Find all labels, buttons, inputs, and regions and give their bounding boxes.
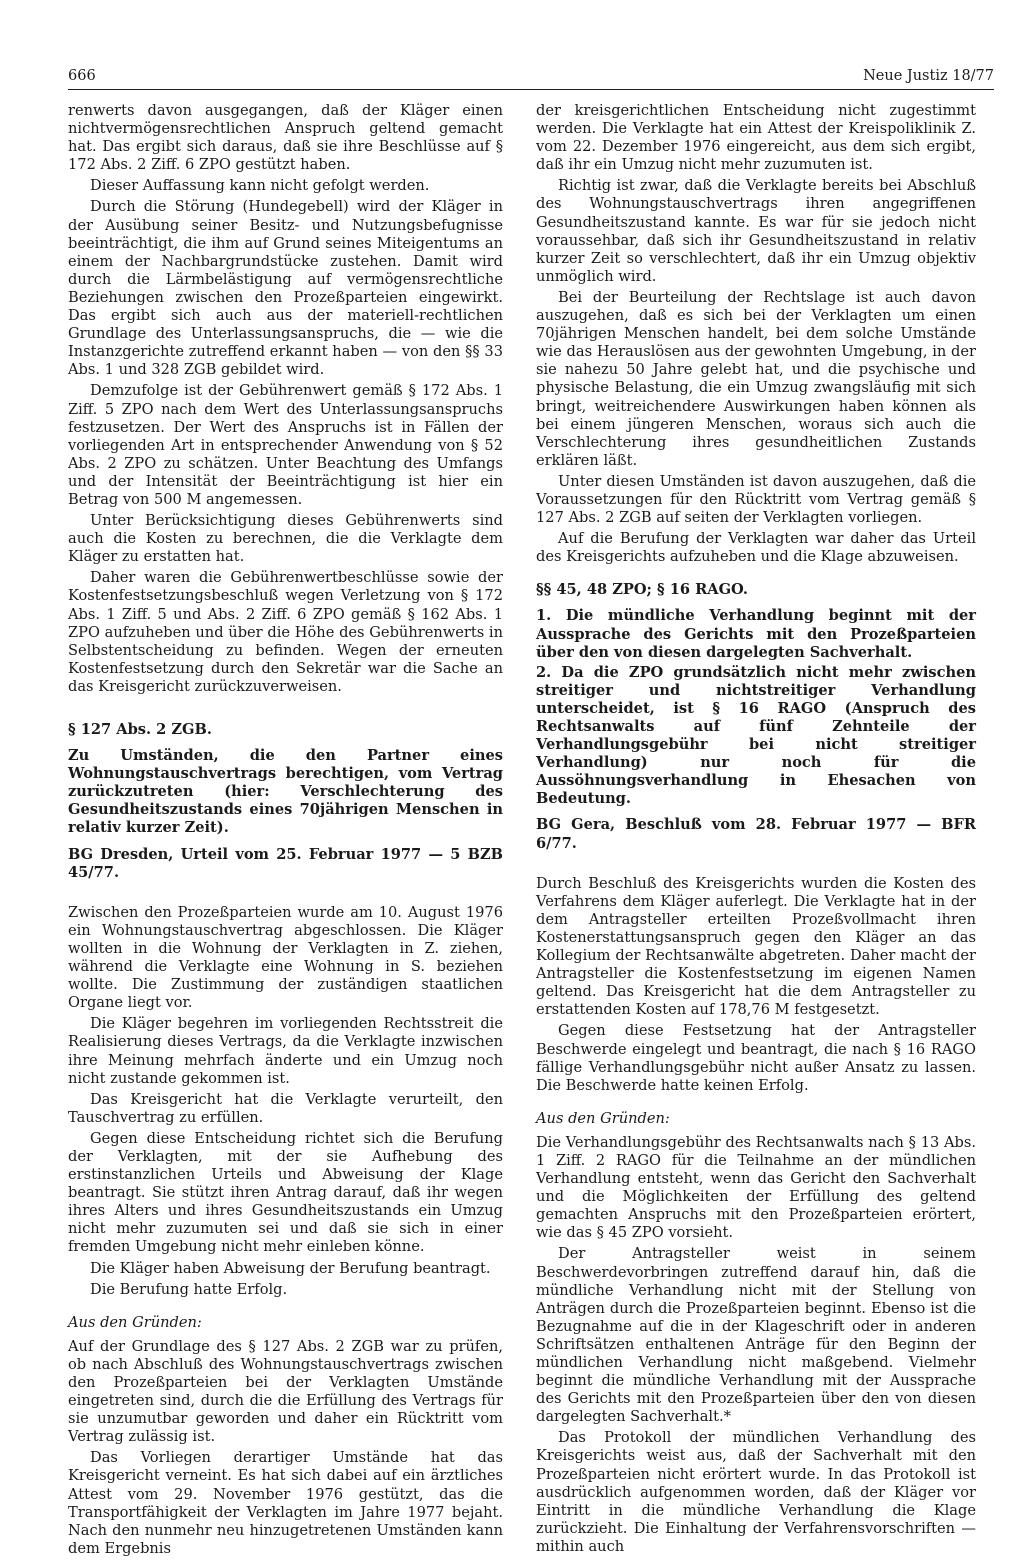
paragraph: Zwischen den Prozeßparteien wurde am 10. August 1976 ein Wohnungstauschvertrag abgeschlossen. Die Kläger wollten in die Wohnung der Verklagten in Z. ziehen, während die Verklagte eine Wohnung in S. beziehen wollte. Die Zustimmung der zuständigen staatlichen Organe liegt vor. <box>68 903 503 1012</box>
spacer <box>68 1302 503 1314</box>
page-header <box>68 66 994 88</box>
section-subheading: Aus den Gründen: <box>68 1313 202 1331</box>
spacer <box>536 1098 976 1110</box>
left-column <box>68 102 503 1561</box>
paragraph: der kreisgerichtlichen Entscheidung nicht zugestimmt werden. Die Verklagte hat ein Attest der Kreispoliklinik Z. vom 22. Dezember 1976 eingereicht, aus dem sich ergibt, daß ihr ein Umzug nicht mehr zuzumuten ist. <box>536 102 976 174</box>
paragraph: Die Kläger begehren im vorliegenden Rechtsstreit die Realisierung dieses Vertrags, da die Verklagte inzwischen ihre Meinung mehrfach änderte und ein Umzug noch nicht zustande gekommen ist. <box>68 1015 503 1087</box>
paragraph: Unter diesen Umständen ist davon auszugehen, daß die Voraussetzungen für den Rücktritt vom Vertrag gemäß § 127 Abs. 2 ZGB auf seiten der Verklagten vorliegen. <box>536 472 976 527</box>
paragraph: Gegen diese Festsetzung hat der Antragsteller Beschwerde eingelegt und beantragt, die nach § 16 RAGO fällige Verhandlungsgebühr nicht außer Ansatz zu lassen. Die Beschwerde hatte keinen Erfolg. <box>536 1022 976 1094</box>
paragraph: Demzufolge ist der Gebührenwert gemäß § 172 Abs. 1 Ziff. 5 ZPO nach dem Wert des Unterlassungsanspruchs festzusetzen. Der Wert des Anspruchs ist in Fällen der vorliegenden Art in entsprechender Anwendung von § 52 Abs. 2 ZPO zu schätzen. Unter Beachtung des Umfangs und der Intensität der Beeinträchtigung ist hier ein Betrag von 500 M angemessen. <box>68 382 503 508</box>
headnote: Zu Umständen, die den Partner eines Wohnungstauschvertrags berechtigen, vom Vertrag zurückzutreten (hier: Verschlechterung des Gesundheitszustands eines 70jährigen Menschen in relativ kurzer Zeit). <box>68 747 503 837</box>
paragraph: Dieser Auffassung kann nicht gefolgt werden. <box>90 177 430 195</box>
spacer <box>68 699 503 721</box>
statute-citation: §§ 45, 48 ZPO; § 16 RAGO. <box>536 581 748 599</box>
header-rule <box>68 89 994 90</box>
journal-issue: Neue Justiz 18/77 <box>863 68 994 84</box>
paragraph: Das Kreisgericht hat die Verklagte verurteilt, den Tauschvertrag zu erfüllen. <box>68 1090 503 1126</box>
section-subheading: Aus den Gründen: <box>536 1109 670 1127</box>
paragraph: Auf der Grundlage des § 127 Abs. 2 ZGB war zu prüfen, ob nach Abschluß des Wohnungstauschvertrags zwischen den Prozeßparteien bei der Verklagten Umstände eingetreten sind, durch die die Erfüllung des Vertrags für sie unzumutbar geworden und daher ein Rücktritt vom Vertrag zulässig ist. <box>68 1337 503 1446</box>
paragraph: Bei der Beurteilung der Rechtslage ist auch davon auszugehen, daß es sich bei der Verklagten um einen 70jährigen Menschen handelt, bei dem solche Umstände wie das Herauslösen aus der gewohnten Umgebung, in der sie nahezu 50 Jahre gelebt hat, und die psychische und physische Belastung, die ein Umzug zwangsläufig mit sich bringt, weitreichendere Auswirkungen haben können als bei einem jüngeren Menschen, woraus sich auch die Verschlechterung ihres gesundheitlichen Zustands erklären läßt. <box>536 288 976 469</box>
paragraph: Der Antragsteller weist in seinem Beschwerdevorbringen zutreffend darauf hin, daß die mündliche Verhandlung nicht mit der Stellung von Anträgen durch die Prozeßparteien beginnt. Ebenso ist die Bezugnahme auf die in der Klageschrift oder in anderen Schriftsätzen enthaltenen Anträge für den Beginn der mündlichen Verhandlung nicht maßgebend. Vielmehr beginnt die mündliche Verhandlung mit der Aussprache des Gerichts mit den Prozeßparteien über den von diesen dargelegten Sachverhalt.* <box>536 1245 976 1426</box>
paragraph: Das Protokoll der mündlichen Verhandlung des Kreisgerichts weist aus, daß der Sachverhalt mit den Prozeßparteien nicht erörtert wurde. In das Protokoll ist ausdrücklich aufgenommen worden, daß der Kläger vor Eintritt in die mündliche Verhandlung die Klage zurückzieht. Die Einhaltung der Verfahrensvorschriften — mithin auch <box>536 1429 976 1555</box>
paragraph: renwerts davon ausgegangen, daß der Kläger einen nichtvermögensrechtlichen Anspruch geltend gemacht hat. Das ergibt sich daraus, daß sie ihre Beschlüsse auf § 172 Abs. 2 Ziff. 6 ZPO gestützt haben. <box>68 102 503 174</box>
paragraph: Daher waren die Gebührenwertbeschlüsse sowie der Kostenfestsetzungsbeschluß wegen Verletzung von § 172 Abs. 1 Ziff. 5 und Abs. 2 Ziff. 6 ZPO gemäß § 162 Abs. 1 ZPO aufzuheben und über die Höhe des Gebührenwerts in Selbstentscheidung zu befinden. Wegen der erneuten Kostenfestsetzung durch den Sekretär war die Sache an das Kreisgericht zurückzuverweisen. <box>68 569 503 695</box>
paragraph: Durch die Störung (Hundegebell) wird der Kläger in der Ausübung seiner Besitz- und Nutzungsbefugnisse beeinträchtigt, die ihm auf Grund seines Miteigentums an einem der Nachbargrundstücke zustehen. Damit wird durch die Lärmbelästigung auf vermögensrechtliche Beziehungen zwischen den Prozeßparteien eingewirkt. Das ergibt sich auch aus der materiell-rechtlichen Grundlage des Unterlassungsanspruchs, die — wie die Instanzgerichte zutreffend erkannt haben — von den §§ 33 Abs. 1 und 328 ZGB gebildet wird. <box>68 198 503 379</box>
paragraph: Das Vorliegen derartiger Umstände hat das Kreisgericht verneint. Es hat sich dabei auf ein ärztliches Attest vom 29. November 1976 gestützt, das die Transportfähigkeit der Verklagten im Jahre 1977 bejaht. Nach den nunmehr neu hinzugetretenen Umständen kann dem Ergebnis <box>68 1449 503 1557</box>
paragraph: Durch Beschluß des Kreisgerichts wurden die Kosten des Verfahrens dem Kläger auferlegt. Die Verklagte hat in der dem Antragsteller erteilten Prozeßvollmacht ihren Kostenerstattungsanspruch gegen den Kläger an das Kollegium der Rechtsanwälte abgetreten. Daher macht der Antragsteller die Kostenfestsetzung im eigenen Namen geltend. Das Kreisgericht hat die dem Antragsteller zu erstattenden Kosten auf 178,76 M festgesetzt. <box>536 874 976 1019</box>
court-decision-reference: BG Dresden, Urteil vom 25. Februar 1977 — 5 BZB 45/77. <box>68 845 503 881</box>
paragraph: Die Berufung hatte Erfolg. <box>90 1280 288 1298</box>
headnote: 2. Da die ZPO grundsätzlich nicht mehr zwischen streitiger und nichtstreitiger Verhandlung unterscheidet, ist § 16 RAGO (Anspruch des Rechtsanwalts auf fünf Zehnteile der Verhandlungsgebühr bei nicht streitiger Verhandlung) nur noch für die Aussöhnungsverhandlung in Ehesachen von Bedeutung. <box>536 663 976 808</box>
paragraph: Die Kläger haben Abweisung der Berufung beantragt. <box>90 1259 491 1277</box>
right-column <box>536 102 976 1559</box>
paragraph: Die Verhandlungsgebühr des Rechtsanwalts nach § 13 Abs. 1 Ziff. 2 RAGO für die Teilnahme an der mündlichen Verhandlung entsteht, wenn das Gericht den Sachverhalt und die Möglichkeiten der Erfüllung des geltend gemachten Anspruchs mit den Prozeßparteien erörtert, wie das § 45 ZPO vorsieht. <box>536 1133 976 1242</box>
spacer <box>536 569 976 581</box>
paragraph: Auf die Berufung der Verklagten war daher das Urteil des Kreisgerichts aufzuheben und die Klage abzuweisen. <box>536 530 976 566</box>
paragraph: Unter Berücksichtigung dieses Gebührenwerts sind auch die Kosten zu berechnen, die die Verklagte dem Kläger zu erstatten hat. <box>68 512 503 566</box>
statute-citation: § 127 Abs. 2 ZGB. <box>68 721 212 738</box>
court-decision-reference: BG Gera, Beschluß vom 28. Februar 1977 — BFR 6/77. <box>536 816 976 852</box>
page-number: 666 <box>68 68 96 84</box>
paragraph: Richtig ist zwar, daß die Verklagte bereits bei Abschluß des Wohnungstauschvertrags ihren angegriffenen Gesundheitszustand kannte. Es war für sie jedoch nicht voraussehbar, daß sich ihr Gesundheitszustand in relativ kurzer Zeit so verschlechtert, daß ihr ein Umzug objektiv unmöglich wird. <box>536 177 976 285</box>
headnote: 1. Die mündliche Verhandlung beginnt mit der Aussprache des Gerichts mit den Prozeßparteien über den von diesen dargelegten Sachverhalt. <box>536 607 976 661</box>
paragraph: Gegen diese Entscheidung richtet sich die Berufung der Verklagten, mit der sie Aufhebung des erstinstanzlichen Urteils und Abweisung der Klage beantragt. Sie stützt ihren Antrag darauf, daß ihr wegen ihres Alters und ihres Gesundheitszustands ein Umzug nicht mehr zuzumuten sei und daß sie sich in einer fremden Umgebung nicht mehr einleben könne. <box>68 1129 503 1256</box>
